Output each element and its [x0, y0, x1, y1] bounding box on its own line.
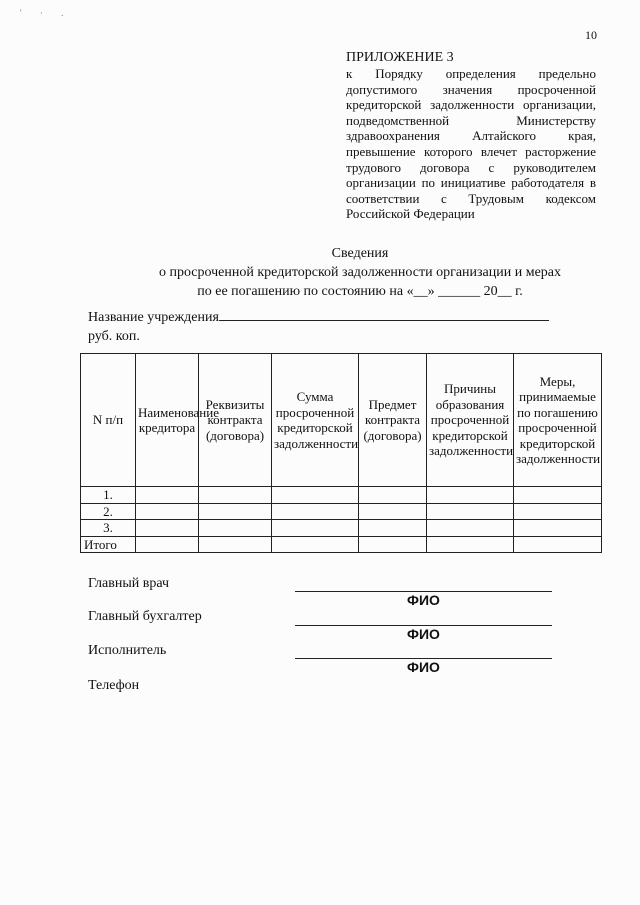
fio-caption-chief-doctor: ФИО [407, 592, 440, 608]
signature-label-executor: Исполнитель [88, 643, 167, 658]
institution-label: Название учреждения [88, 310, 219, 325]
table-cell[interactable] [199, 503, 272, 520]
heading-subtitle: о просроченной кредиторской задолженности организации и мерах [158, 265, 562, 280]
col-header-contract-subject: Предмет контракта (договора) [359, 354, 427, 487]
table-cell[interactable] [199, 536, 272, 553]
total-label: Итого [81, 536, 136, 553]
fio-caption-chief-accountant: ФИО [407, 626, 440, 642]
table-cell[interactable] [199, 487, 272, 504]
scan-marks: ' · . [20, 8, 72, 18]
row-number: 3. [81, 520, 136, 537]
table-row [81, 503, 602, 520]
col-header-debt-amount: Сумма просроченной кредиторской задолженности [272, 354, 359, 487]
table-cell[interactable] [136, 503, 199, 520]
col-header-debt-reasons: Причины образования просроченной кредиторской задолженности [427, 354, 514, 487]
table-cell[interactable] [199, 520, 272, 537]
table-row [81, 487, 602, 504]
col-header-number: N п/п [81, 354, 136, 487]
table-cell[interactable] [359, 520, 427, 537]
table-cell[interactable] [514, 487, 602, 504]
table-total-row [81, 536, 602, 553]
table-header-row [81, 354, 602, 487]
table-cell[interactable] [272, 536, 359, 553]
table-cell[interactable] [136, 536, 199, 553]
debt-table [80, 353, 602, 553]
appendix-block [346, 50, 596, 222]
page-number: 10 [585, 28, 597, 42]
document-heading [80, 244, 640, 301]
col-header-creditor: Наименование кредитора [136, 354, 199, 487]
signature-label-chief-accountant: Главный бухгалтер [88, 609, 202, 624]
heading-date-line: по ее погашению по состоянию на «__» ______ 20__ г. [197, 284, 523, 299]
appendix-text: к Порядку определения предельно допустимого значения просроченной кредиторской задолженности организации, подведомственной Министерству здравоохранения Алтайского края, превышение которого влечет расторжение трудового договора с руководителем организации по инициативе работодателя в соответствии с Трудовым кодексом Российской Федерации [346, 66, 596, 222]
table-row [81, 520, 602, 537]
fio-caption-executor: ФИО [407, 659, 440, 675]
table-cell[interactable] [359, 536, 427, 553]
appendix-title: ПРИЛОЖЕНИЕ 3 [346, 50, 454, 65]
table-cell[interactable] [514, 503, 602, 520]
table-cell[interactable] [514, 520, 602, 537]
phone-label: Телефон [88, 678, 140, 693]
signature-label-chief-doctor: Главный врач [88, 576, 170, 591]
table-cell[interactable] [136, 520, 199, 537]
table-cell[interactable] [427, 487, 514, 504]
institution-name-field[interactable] [219, 307, 549, 321]
row-number: 1. [81, 487, 136, 504]
table-cell[interactable] [136, 487, 199, 504]
institution-section [88, 307, 549, 346]
table-cell[interactable] [427, 520, 514, 537]
row-number: 2. [81, 503, 136, 520]
table-cell[interactable] [272, 520, 359, 537]
table-cell[interactable] [272, 487, 359, 504]
table-cell[interactable] [359, 487, 427, 504]
currency-units: руб. коп. [88, 329, 140, 344]
col-header-contract-details: Реквизиты контракта (договора) [199, 354, 272, 487]
table-cell[interactable] [359, 503, 427, 520]
table-cell[interactable] [427, 536, 514, 553]
table-cell[interactable] [427, 503, 514, 520]
col-header-repayment-measures: Меры, принимаемые по погашению просроченной кредиторской задолженности [514, 354, 602, 487]
table-cell[interactable] [514, 536, 602, 553]
table-cell[interactable] [272, 503, 359, 520]
heading-title: Сведения [331, 246, 389, 261]
